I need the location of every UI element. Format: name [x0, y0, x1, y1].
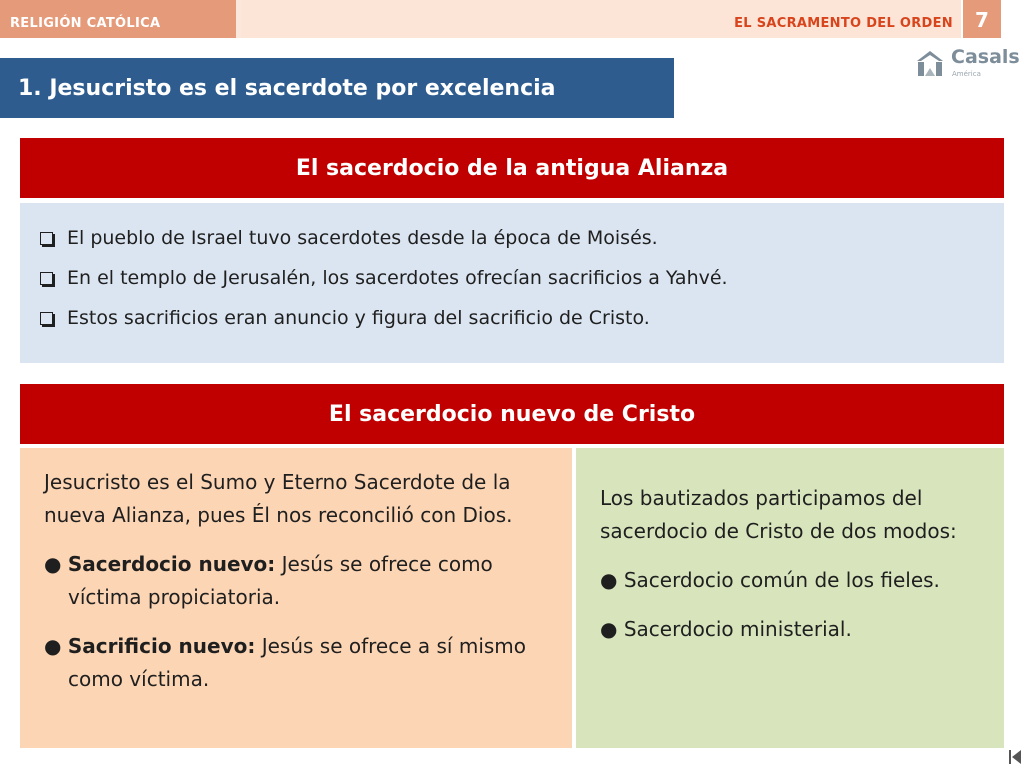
checkbox-bullet-icon	[40, 272, 53, 285]
logo-brand: Casals	[951, 46, 1020, 68]
list-item	[40, 267, 1004, 289]
casals-logo	[915, 46, 1020, 80]
new-priesthood-header: El sacerdocio nuevo de Cristo	[20, 384, 1004, 447]
subject-tab	[0, 0, 236, 38]
house-logo-icon	[915, 48, 945, 78]
page-number: 7	[963, 0, 1001, 38]
baptized-participation-box	[576, 448, 1004, 748]
checkbox-bullet-icon	[40, 232, 53, 245]
bullet-term: Sacrificio nuevo:	[67, 634, 256, 658]
list-item	[40, 307, 1004, 329]
subject-label: RELIGIÓN CATÓLICA	[10, 16, 161, 31]
chapter-label: EL SACRAMENTO DEL ORDEN	[734, 16, 953, 31]
chapter-bar	[241, 0, 961, 38]
new-priesthood-bullet: ● Sacerdocio nuevo: Jesús se ofrece como víctima propiciatoria.	[44, 552, 493, 609]
old-covenant-box	[20, 203, 1004, 363]
logo-sub: América	[952, 70, 981, 78]
bullet-text: Sacerdocio común de los fieles.	[623, 568, 940, 592]
list-item-text: En el templo de Jerusalén, los sacerdotes ofrecían sacrificios a Yahvé.	[67, 267, 728, 289]
bullet-text: Sacerdocio ministerial.	[623, 617, 852, 641]
ministerial-priesthood-bullet: ● Sacerdocio ministerial.	[600, 617, 852, 641]
bullet-text: Jesús se ofrece a sí mismo como víctima.	[68, 634, 527, 691]
bullet-term: Sacerdocio nuevo:	[67, 552, 276, 576]
slide-nav-icon[interactable]	[1008, 748, 1022, 766]
list-item-text: El pueblo de Israel tuvo sacerdotes desde la época de Moisés.	[67, 227, 658, 249]
bullet-text: Jesús se ofrece como víctima propiciatoria.	[68, 552, 493, 609]
list-item-text: Estos sacrificios eran anuncio y figura del sacrificio de Cristo.	[67, 307, 650, 329]
christ-priest-intro: Jesucristo es el Sumo y Eterno Sacerdote de la nueva Alianza, pues Él nos reconcilió con Dios.	[44, 470, 513, 527]
new-sacrifice-bullet: ● Sacrificio nuevo: Jesús se ofrece a sí mismo como víctima.	[44, 634, 527, 691]
old-covenant-header: El sacerdocio de la antigua Alianza	[20, 138, 1004, 201]
common-priesthood-bullet: ● Sacerdocio común de los fieles.	[600, 568, 940, 592]
section-title-bar	[0, 58, 674, 118]
christ-priest-box	[20, 448, 572, 748]
checkbox-bullet-icon	[40, 312, 53, 325]
list-item	[40, 227, 1004, 249]
baptized-intro: Los bautizados participamos del sacerdocio de Cristo de dos modos:	[600, 486, 957, 543]
section-title: 1. Jesucristo es el sacerdote por excelencia	[18, 76, 556, 101]
